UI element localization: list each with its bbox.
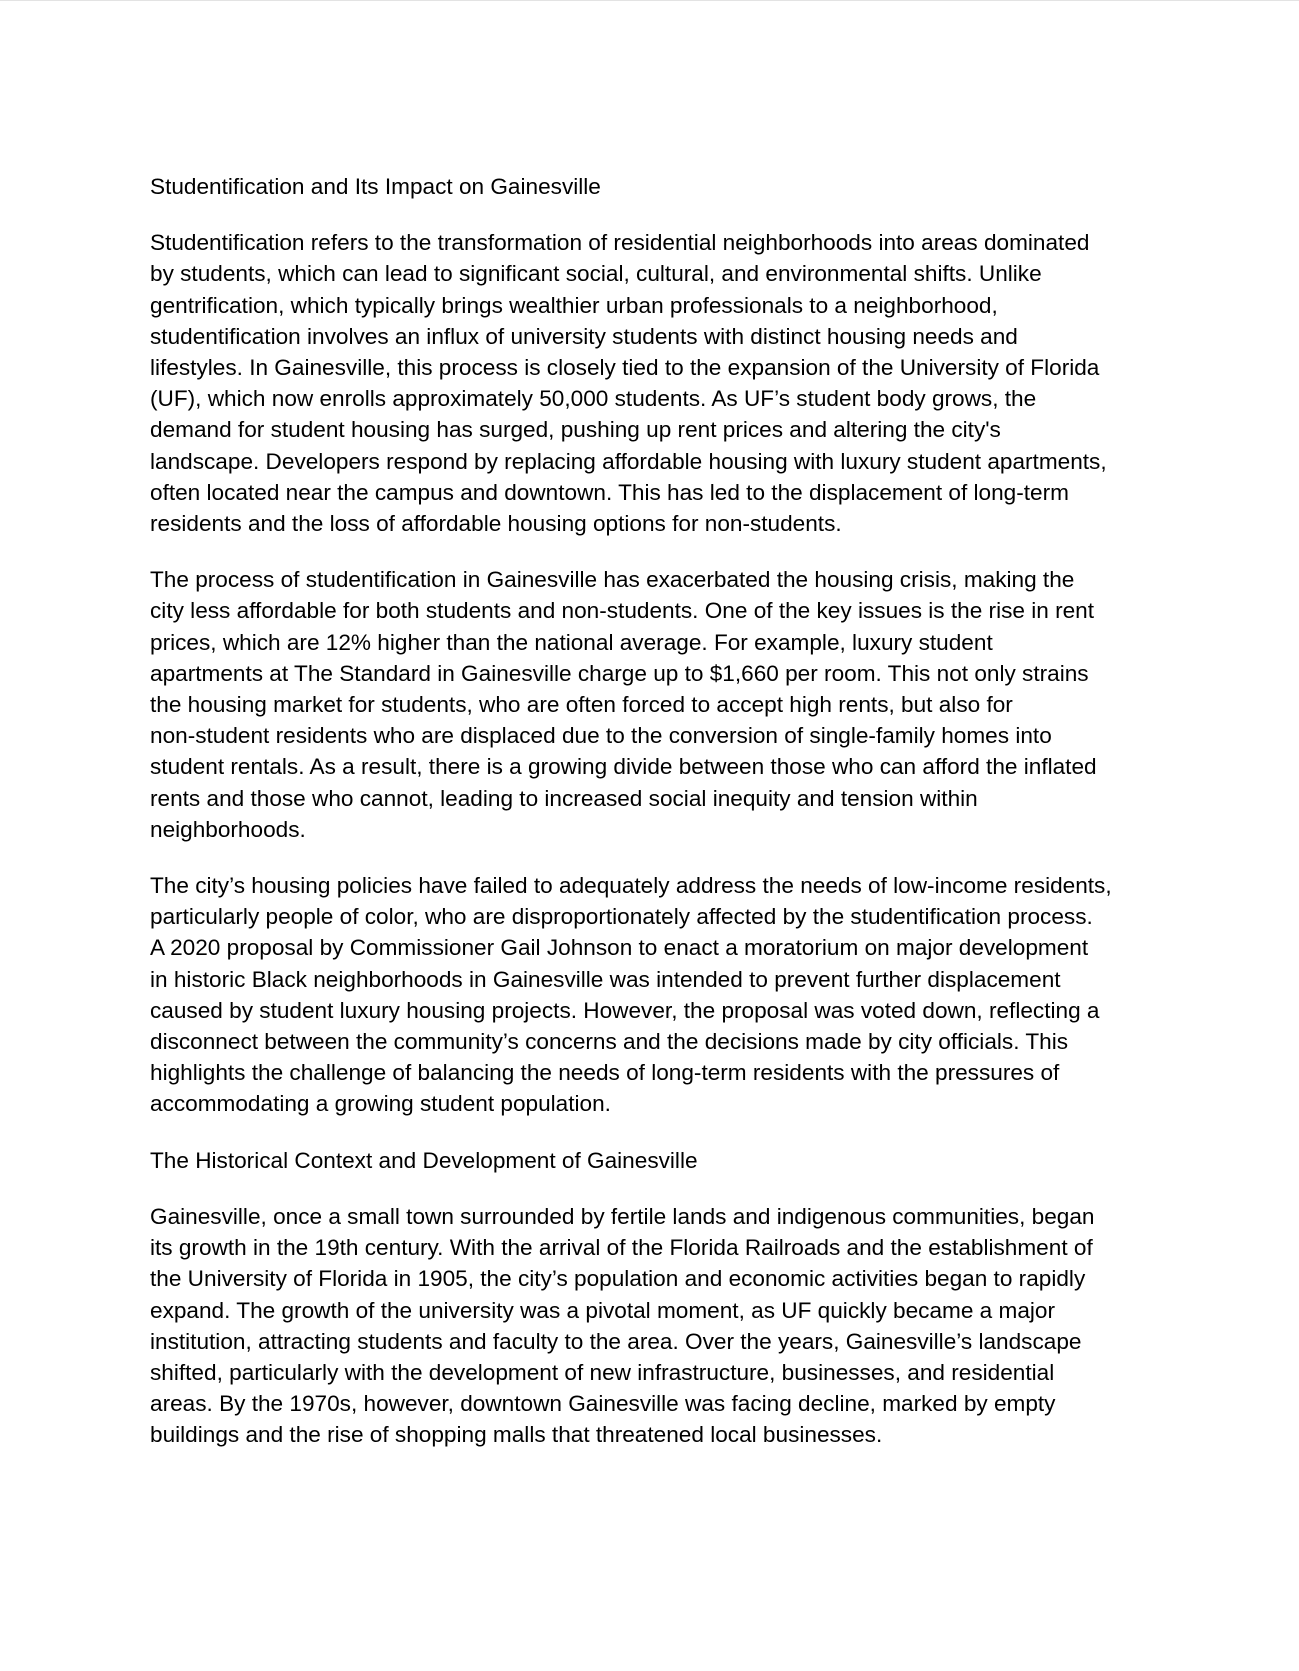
text-line: its growth in the 19th century. With the arrival of the Florida Railroads and the establishment of [150, 1235, 1093, 1261]
text-line: studentification involves an influx of university students with distinct housing needs and [150, 323, 1018, 349]
text-line: particularly people of color, who are disproportionately affected by the studentification process. [150, 904, 1093, 930]
document-body [150, 171, 1150, 1476]
text-line: expand. The growth of the university was a pivotal moment, as UF quickly became a major [150, 1297, 1056, 1323]
text-line: demand for student housing has surged, pushing up rent prices and altering the city's [150, 417, 1001, 443]
text-line: residents and the loss of affordable housing options for non-students. [150, 511, 842, 537]
text-line: buildings and the rise of shopping malls that threatened local businesses. [150, 1422, 883, 1448]
paragraph [150, 564, 1150, 845]
text-line: accommodating a growing student population. [150, 1091, 611, 1117]
paragraph [150, 870, 1150, 1120]
text-line: disconnect between the community’s concerns and the decisions made by city officials. This [150, 1029, 1069, 1055]
text-line: the University of Florida in 1905, the city’s population and economic activities began to rapidly [150, 1266, 1086, 1292]
section-heading: Studentification and Its Impact on Gainesville [150, 174, 601, 199]
text-line: the housing market for students, who are often forced to accept high rents, but also for [150, 692, 1013, 718]
text-line: neighborhoods. [150, 816, 306, 842]
text-line: apartments at The Standard in Gainesville charge up to $1,660 per room. This not only strains [150, 660, 1089, 686]
paragraph [150, 227, 1150, 539]
text-line: non-student residents who are displaced due to the conversion of single-family homes into [150, 723, 1052, 749]
text-line: The process of studentification in Gainesville has exacerbated the housing crisis, making the [150, 567, 1075, 593]
text-line: (UF), which now enrolls approximately 50,000 students. As UF’s student body grows, the [150, 386, 1037, 412]
text-line: caused by student luxury housing projects. However, the proposal was voted down, reflecting a [150, 997, 1100, 1023]
text-line: areas. By the 1970s, however, downtown Gainesville was facing decline, marked by empty [150, 1391, 1056, 1417]
text-line: gentrification, which typically brings wealthier urban professionals to a neighborhood, [150, 292, 998, 318]
text-line: city less affordable for both students and non-students. One of the key issues is the rise in rent [150, 598, 1095, 624]
text-line: The city’s housing policies have failed to adequately address the needs of low-income residents, [150, 873, 1112, 899]
text-line: landscape. Developers respond by replacing affordable housing with luxury student apartments, [150, 448, 1107, 474]
text-line: often located near the campus and downtown. This has led to the displacement of long-term [150, 479, 1069, 505]
text-line: lifestyles. In Gainesville, this process is closely tied to the expansion of the University of Florida [150, 355, 1100, 381]
text-line: rents and those who cannot, leading to increased social inequity and tension within [150, 785, 978, 811]
text-line: Studentification refers to the transformation of residential neighborhoods into areas dominated [150, 230, 1090, 256]
text-line: prices, which are 12% higher than the national average. For example, luxury student [150, 629, 993, 655]
paragraph [150, 1201, 1150, 1451]
text-line: institution, attracting students and faculty to the area. Over the years, Gainesville’s landscape [150, 1328, 1082, 1354]
text-line: student rentals. As a result, there is a growing divide between those who can afford the inflated [150, 754, 1097, 780]
text-line: highlights the challenge of balancing the needs of long-term residents with the pressures of [150, 1060, 1060, 1086]
section-heading: The Historical Context and Development of Gainesville [150, 1147, 698, 1173]
text-line: in historic Black neighborhoods in Gainesville was intended to prevent further displacement [150, 966, 1061, 992]
text-line: A 2020 proposal by Commissioner Gail Johnson to enact a moratorium on major development [150, 935, 1089, 961]
text-line: shifted, particularly with the development of new infrastructure, businesses, and residential [150, 1359, 1055, 1385]
text-line: Gainesville, once a small town surrounded by fertile lands and indigenous communities, began [150, 1203, 1095, 1229]
text-line: by students, which can lead to significant social, cultural, and environmental shifts. Unlike [150, 261, 1042, 287]
